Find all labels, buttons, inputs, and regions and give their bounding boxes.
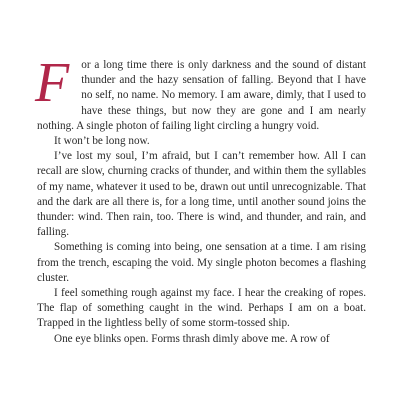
paragraph-2: It won’t be long now.	[54, 135, 150, 148]
paragraph-4: Something is coming into being, one sensation at a time. I am rising from the trench, escaping the void. My single photon becomes a flashing cluster.	[37, 241, 366, 284]
chapter-text	[35, 52, 366, 347]
paragraph-1-text: or a long time there is only darkness and the sound of distant thunder and the hazy sensation of falling. Beyond that I have no self, no name. No memory. I am aware, dimly, that I used to have these things, but now they are gone and I am nearly nothing. A single photon of failing light circling a hungry void.	[37, 59, 366, 132]
drop-cap: F	[35, 52, 70, 114]
paragraph-1	[35, 52, 366, 134]
paragraph-3: I’ve lost my soul, I’m afraid, but I can’t remember how. All I can recall are slow, churning cracks of thunder, and within them the syllables of my name, whatever it used to be, drawn out until unrecognizable. That and the dark are all there is, for a long time, until another sound joins the thunder: wind. Then rain, too. There is wind, and thunder, and rain, and falling.	[37, 150, 366, 239]
paragraph-5: I feel something rough against my face. I hear the creaking of ropes. The flap of something caught in the wind. Perhaps I am on a boat. Trapped in the lightless belly of some storm-tossed ship.	[37, 287, 366, 330]
paragraph-6: One eye blinks open. Forms thrash dimly above me. A row of	[54, 332, 330, 345]
